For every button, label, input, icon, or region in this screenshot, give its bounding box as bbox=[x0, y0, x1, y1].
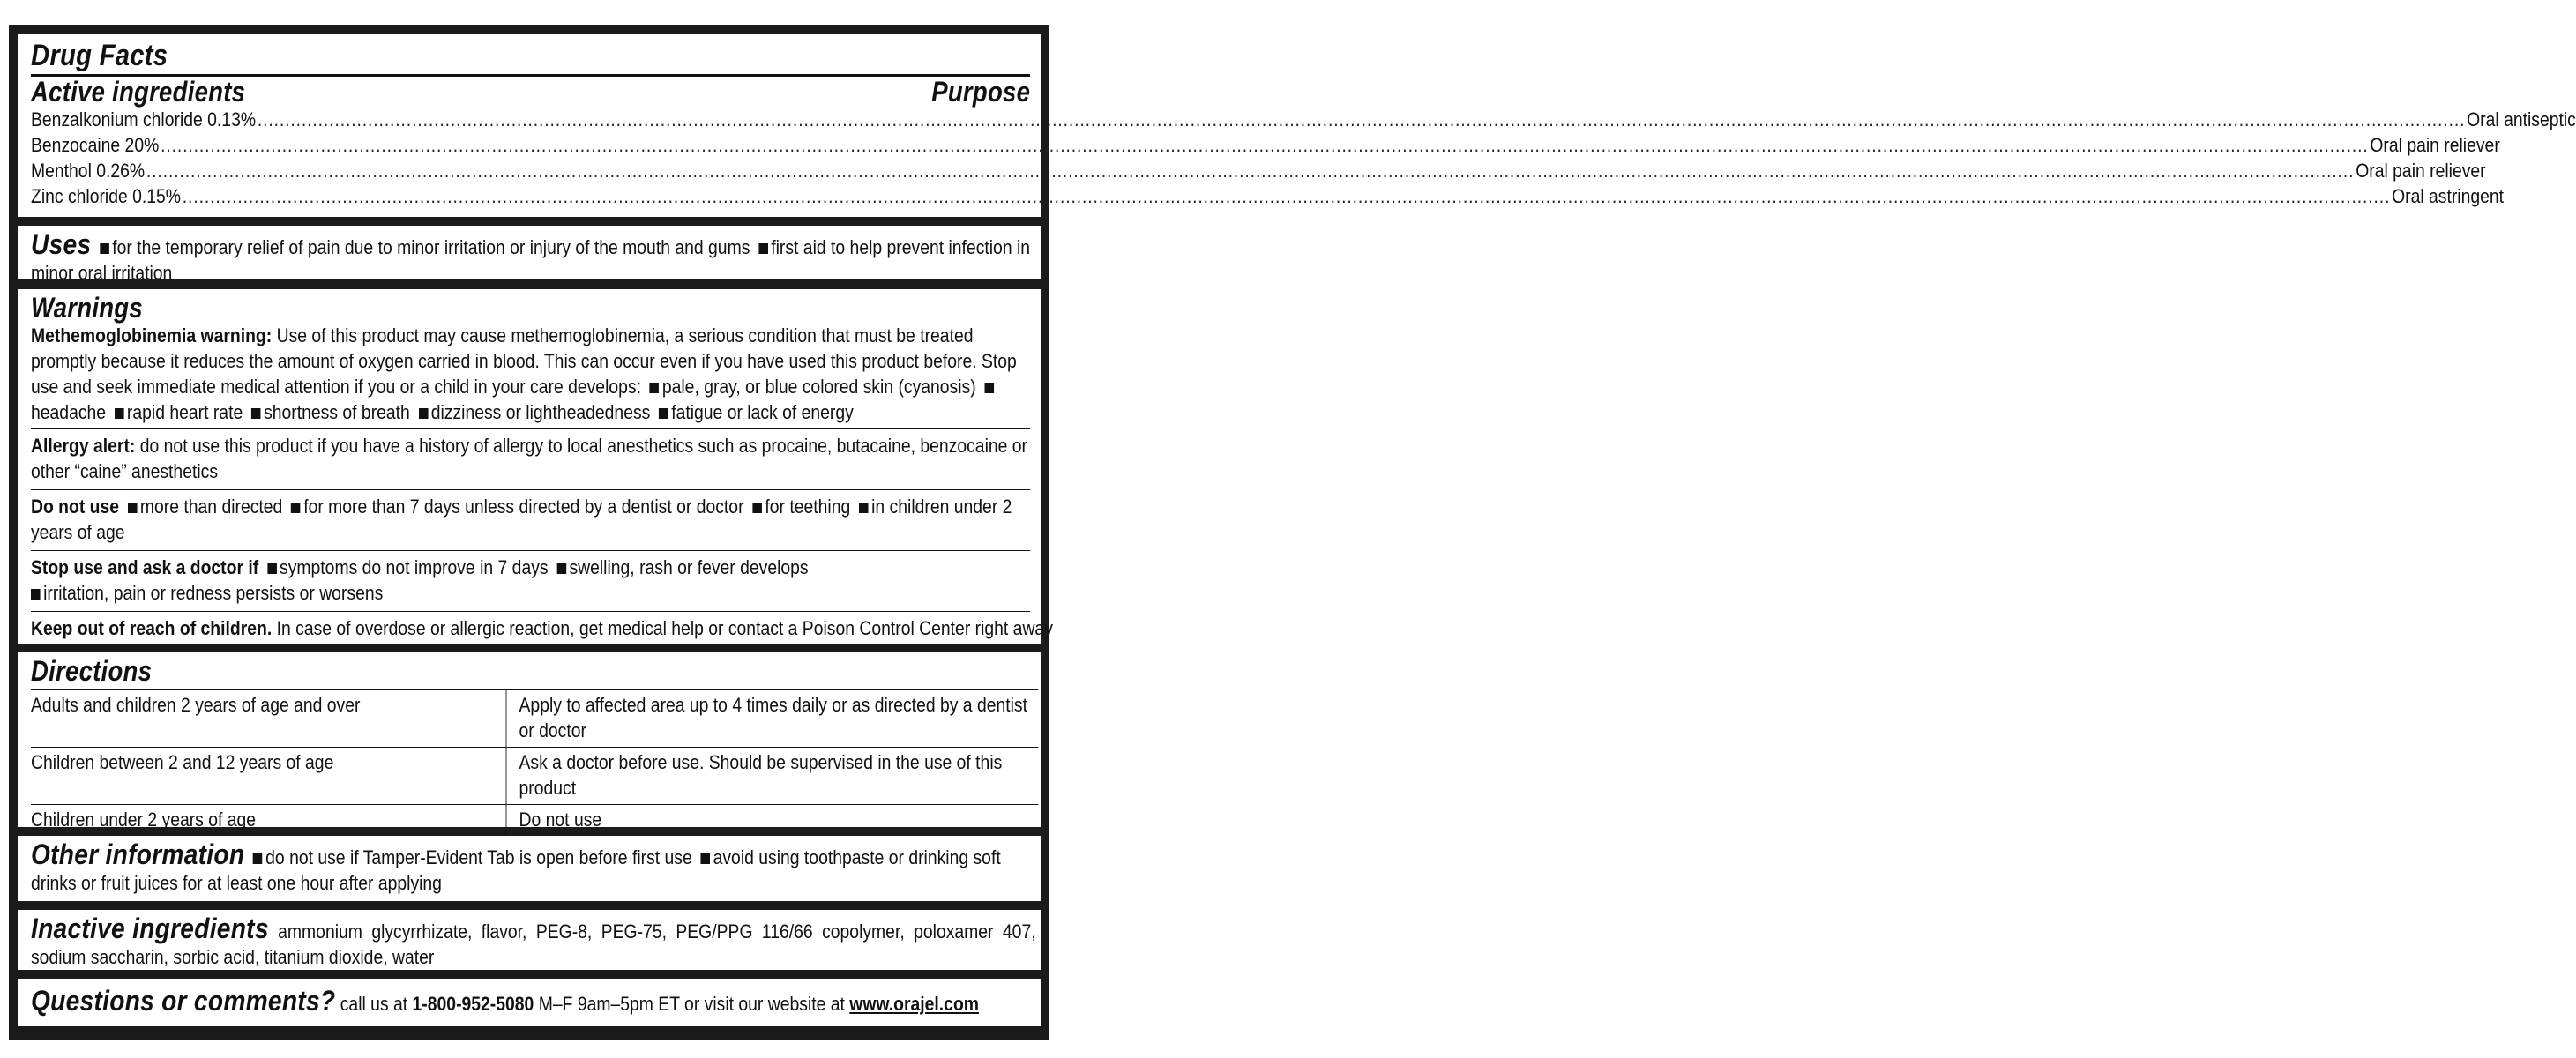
keep-label: Keep out of reach of children. bbox=[31, 617, 273, 639]
drug-facts-label bbox=[9, 25, 2576, 1040]
active-ingredient-row bbox=[31, 183, 2505, 209]
other-bullet-1: do not use if Tamper-Evident Tab is open before first use bbox=[265, 846, 692, 868]
allergy-label: Allergy alert: bbox=[31, 435, 136, 457]
active-ingredient-row bbox=[31, 132, 2500, 158]
ingredient-purpose: Oral pain reliever bbox=[2370, 134, 2500, 156]
bullet-icon bbox=[758, 243, 768, 254]
bullet-icon bbox=[267, 563, 277, 574]
bullet-icon bbox=[650, 383, 660, 393]
dot-leader: ................................................................................................................................................................................................................................................................................................................................................................................................................ bbox=[146, 160, 2355, 182]
allergy-alert bbox=[31, 429, 1036, 489]
uses-heading: Uses bbox=[31, 228, 92, 260]
bullet-icon bbox=[291, 503, 301, 513]
questions-heading: Questions or comments? bbox=[31, 985, 336, 1017]
donot-bullet: for more than 7 days unless directed by a dentist or doctor bbox=[303, 495, 744, 518]
active-ingredient-row bbox=[31, 158, 2486, 183]
active-ingredients-heading: Active ingredients bbox=[31, 76, 246, 108]
keep-out-of-reach bbox=[31, 612, 1053, 641]
directions-what: Ask a doctor before use. Should be supervised in the use of this product bbox=[519, 751, 1003, 799]
questions-panel bbox=[18, 979, 1041, 1026]
allergy-text: do not use this product if you have a history of allergy to local anesthetics such as procaine, butacaine, benzocaine or other “caine” anesthetics bbox=[31, 435, 1028, 482]
bullet-icon bbox=[984, 383, 994, 393]
inactive-ingredients-heading: Inactive ingredients bbox=[31, 913, 269, 944]
bullet-icon bbox=[115, 408, 124, 419]
bullet-icon bbox=[31, 589, 41, 600]
bullet-icon bbox=[859, 503, 869, 513]
ingredient-name: Menthol 0.26% bbox=[31, 160, 146, 182]
directions-panel bbox=[18, 652, 1041, 831]
purpose-heading: Purpose bbox=[931, 76, 1030, 108]
warnings-panel bbox=[18, 289, 1053, 644]
active-ingredients-list bbox=[31, 107, 2576, 209]
uses-bullet-1: for the temporary relief of pain due to minor irritation or injury of the mouth and gums bbox=[112, 236, 750, 258]
stop-use bbox=[31, 551, 1036, 611]
inactive-ingredients-panel bbox=[18, 910, 1041, 970]
phone-number: 1-800-952-5080 bbox=[412, 993, 534, 1015]
bullet-icon bbox=[659, 408, 668, 419]
ingredient-name: Benzalkonium chloride 0.13% bbox=[31, 108, 257, 130]
meth-label: Methemoglobinemia warning: bbox=[31, 324, 273, 346]
meth-bullet: shortness of breath bbox=[264, 401, 410, 423]
warnings-heading: Warnings bbox=[31, 292, 143, 324]
meth-bullet: fatigue or lack of energy bbox=[671, 401, 854, 423]
bullet-icon bbox=[251, 408, 261, 419]
bullet-icon bbox=[128, 503, 138, 513]
bullet-icon bbox=[253, 853, 263, 864]
drug-facts-title: Drug Facts bbox=[31, 39, 168, 72]
bullet-icon bbox=[752, 503, 762, 513]
questions-pre: call us at bbox=[340, 993, 408, 1015]
directions-who: Children under 2 years of age bbox=[31, 805, 506, 837]
stop-bullet: swelling, rash or fever develops bbox=[569, 556, 809, 578]
table-row bbox=[31, 748, 1038, 805]
meth-bullet: dizziness or lightheadedness bbox=[430, 401, 651, 423]
meth-bullet: rapid heart rate bbox=[126, 401, 243, 423]
dot-leader: ................................................................................................................................................................................................................................................................................................................................................................................................................ bbox=[257, 108, 2466, 130]
donot-label: Do not use bbox=[31, 495, 120, 518]
ingredient-purpose: Oral antiseptic bbox=[2467, 108, 2576, 130]
uses-panel bbox=[18, 226, 1041, 284]
table-row bbox=[31, 690, 1038, 748]
donot-bullet: in children under 2 years of age bbox=[31, 495, 1012, 543]
donot-bullet: more than directed bbox=[139, 495, 283, 518]
stop-bullet: symptoms do not improve in 7 days bbox=[280, 556, 549, 578]
meth-bullet: pale, gray, or blue colored skin (cyanosis) bbox=[661, 376, 976, 398]
donot-bullet: for teething bbox=[765, 495, 851, 518]
ingredient-purpose: Oral astringent bbox=[2392, 185, 2505, 207]
stop-bullet: irritation, pain or redness persists or worsens bbox=[43, 582, 384, 604]
ingredient-purpose: Oral pain reliever bbox=[2356, 160, 2486, 182]
other-information-panel bbox=[18, 836, 1041, 901]
questions-hours: M–F 9am–5pm ET or visit our website at bbox=[538, 993, 845, 1015]
active-ingredient-row bbox=[31, 107, 2576, 132]
table-row bbox=[31, 805, 1038, 837]
ingredient-name: Zinc chloride 0.15% bbox=[31, 185, 182, 207]
do-not-use bbox=[31, 490, 1036, 550]
directions-what: Do not use bbox=[519, 808, 602, 831]
bullet-icon bbox=[419, 408, 429, 419]
dot-leader: ................................................................................................................................................................................................................................................................................................................................................................................................................ bbox=[182, 185, 2391, 207]
bullet-icon bbox=[100, 243, 109, 254]
active-ingredients-panel bbox=[18, 34, 2576, 217]
website-link[interactable]: www.orajel.com bbox=[849, 993, 979, 1015]
meth-bullet: headache bbox=[31, 401, 107, 423]
directions-what: Apply to affected area up to 4 times daily or as directed by a dentist or doctor bbox=[519, 694, 1028, 741]
directions-heading: Directions bbox=[31, 655, 153, 687]
other-information-heading: Other information bbox=[31, 838, 245, 870]
stop-label: Stop use and ask a doctor if bbox=[31, 556, 259, 578]
directions-who: Adults and children 2 years of age and over bbox=[31, 690, 506, 748]
other-bullet-2: avoid using toothpaste or drinking soft drinks or fruit juices for at least one hour after applying bbox=[31, 846, 1001, 894]
meth-text: Use of this product may cause methemoglobinemia, a serious condition that must be treated promptly because it reduces the amount of oxygen carried in blood. This can occur even if you have used this product before. Stop use and seek immediate medical attention if you or a child in your care develops: bbox=[31, 324, 1017, 398]
ingredient-name: Benzocaine 20% bbox=[31, 134, 160, 156]
bullet-icon bbox=[556, 563, 566, 574]
inactive-ingredients-text: ammonium glycyrrhizate, flavor, PEG-8, PEG-75, PEG/PPG 116/66 copolymer, poloxamer 407, sodium saccharin, sorbic acid, titanium dioxide, water bbox=[31, 920, 1036, 968]
bullet-icon bbox=[701, 853, 711, 864]
dot-leader: ................................................................................................................................................................................................................................................................................................................................................................................................................ bbox=[161, 134, 2369, 156]
keep-text: In case of overdose or allergic reaction, get medical help or contact a Poison Control Center right away bbox=[276, 617, 1053, 639]
directions-who: Children between 2 and 12 years of age bbox=[31, 748, 506, 805]
directions-table bbox=[31, 689, 1038, 836]
methemoglobinemia-warning bbox=[31, 323, 1036, 428]
uses-bullet-2: first aid to help prevent infection in minor oral irritation bbox=[31, 236, 1031, 284]
